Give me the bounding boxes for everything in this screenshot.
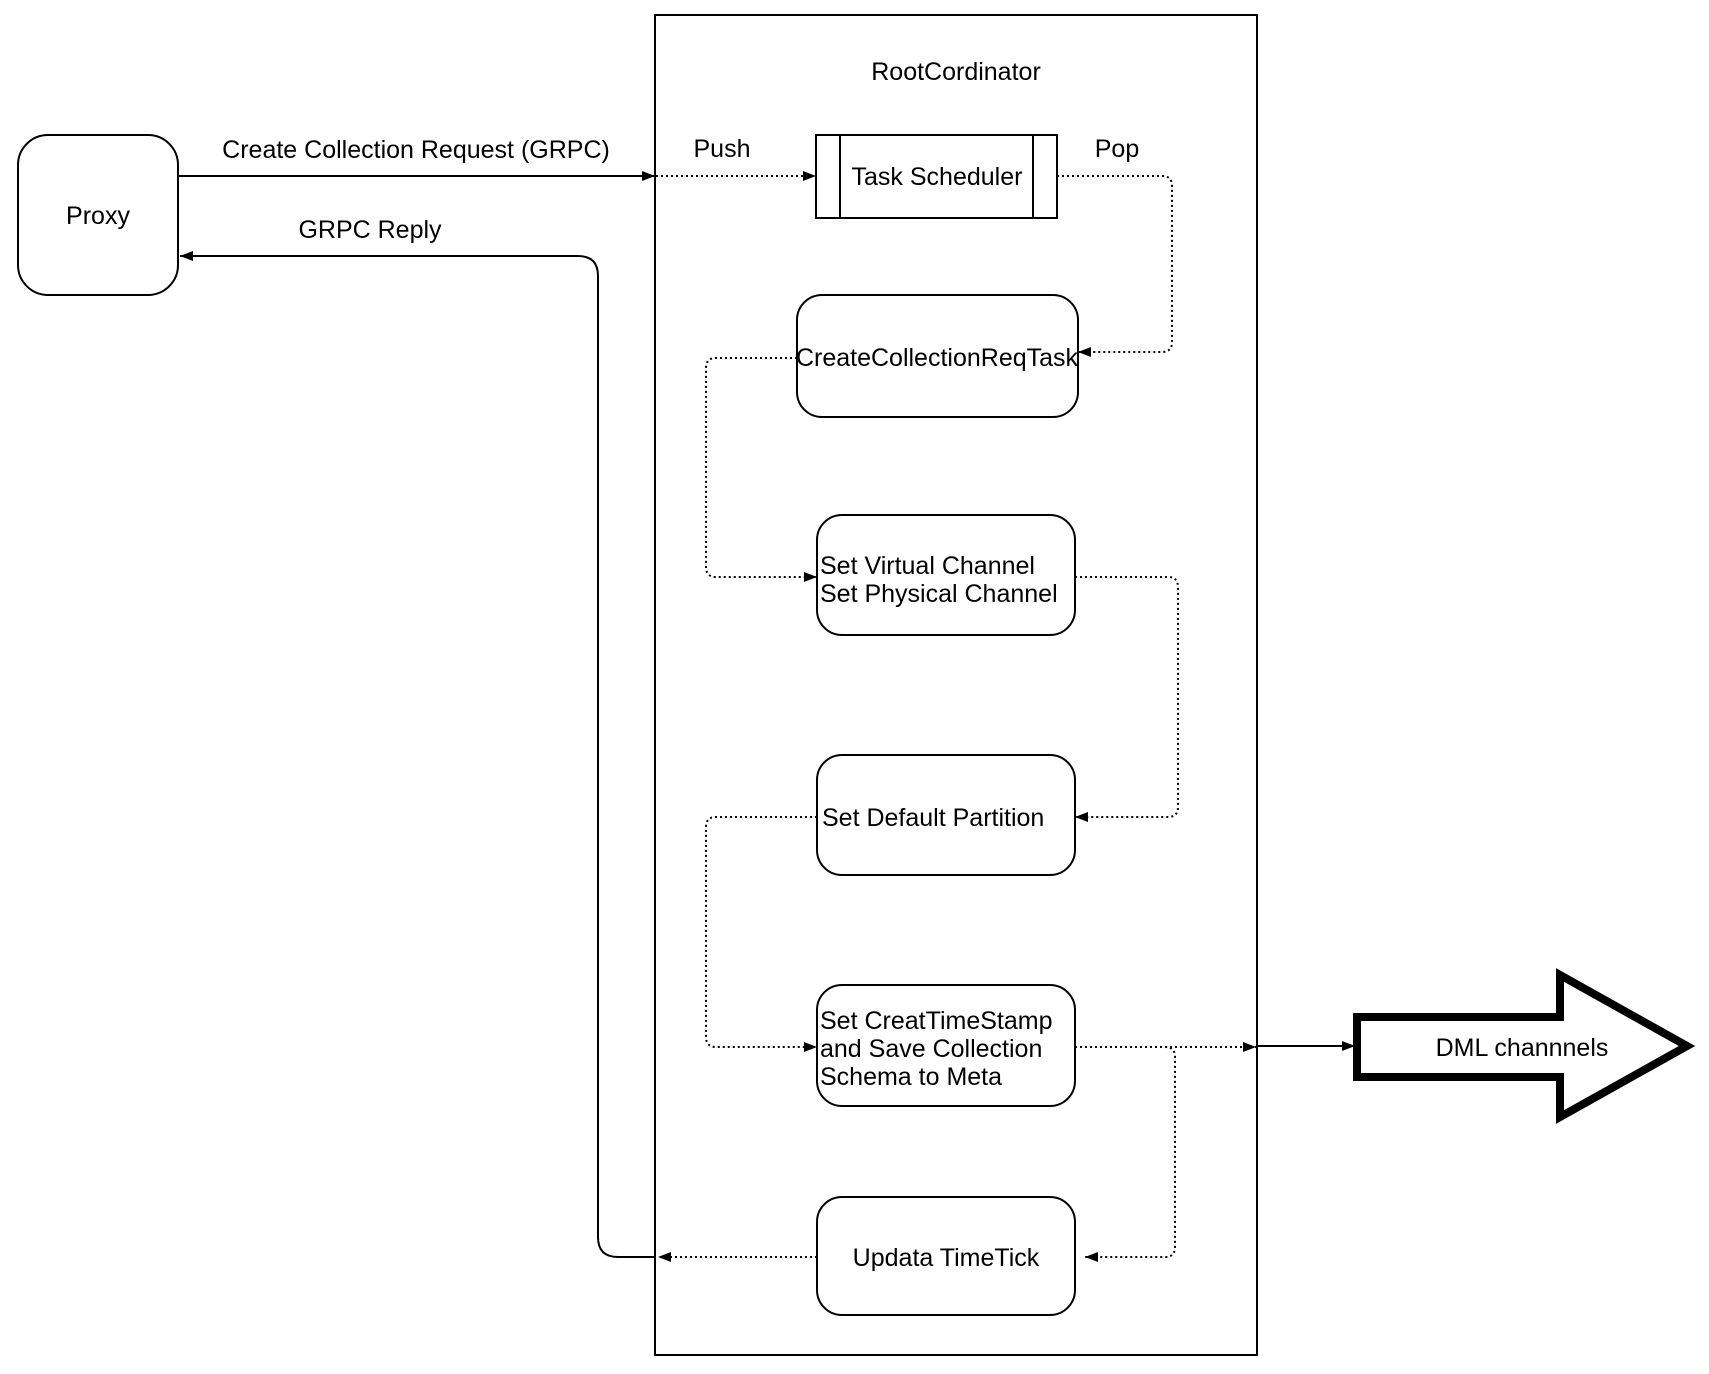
edge-setchannels-to-defaultpartition bbox=[1075, 577, 1178, 817]
set-create-timestamp-line3: Schema to Meta bbox=[820, 1063, 1003, 1091]
edge-grpc-reply-label: GRPC Reply bbox=[298, 216, 442, 244]
set-channels-line1: Set Virtual Channel bbox=[820, 552, 1035, 580]
edge-timestamp-to-timetick bbox=[1075, 1047, 1175, 1257]
task-scheduler-node bbox=[816, 135, 1057, 218]
task-scheduler-label: Task Scheduler bbox=[851, 163, 1023, 191]
edge-pop-label: Pop bbox=[1094, 135, 1140, 163]
edge-defaultpartition-to-timestamp bbox=[706, 817, 817, 1047]
dml-channels-label: DML channnels bbox=[1435, 1034, 1609, 1062]
set-create-timestamp-line1: Set CreatTimeStamp bbox=[820, 1007, 1053, 1035]
create-collection-req-task-label: CreateCollectionReqTask bbox=[795, 344, 1079, 372]
set-channels-line2: Set Physical Channel bbox=[820, 580, 1058, 608]
edge-create-collection-request-label: Create Collection Request (GRPC) bbox=[222, 136, 610, 164]
edge-push-label: Push bbox=[693, 135, 751, 163]
set-default-partition-label: Set Default Partition bbox=[822, 804, 1045, 832]
edge-grpc-reply bbox=[180, 256, 656, 1257]
update-timetick-label: Updata TimeTick bbox=[852, 1244, 1040, 1272]
rootcoordinator-title: RootCordinator bbox=[871, 58, 1041, 86]
proxy-label: Proxy bbox=[66, 202, 130, 230]
set-create-timestamp-line2: and Save Collection bbox=[820, 1035, 1043, 1063]
